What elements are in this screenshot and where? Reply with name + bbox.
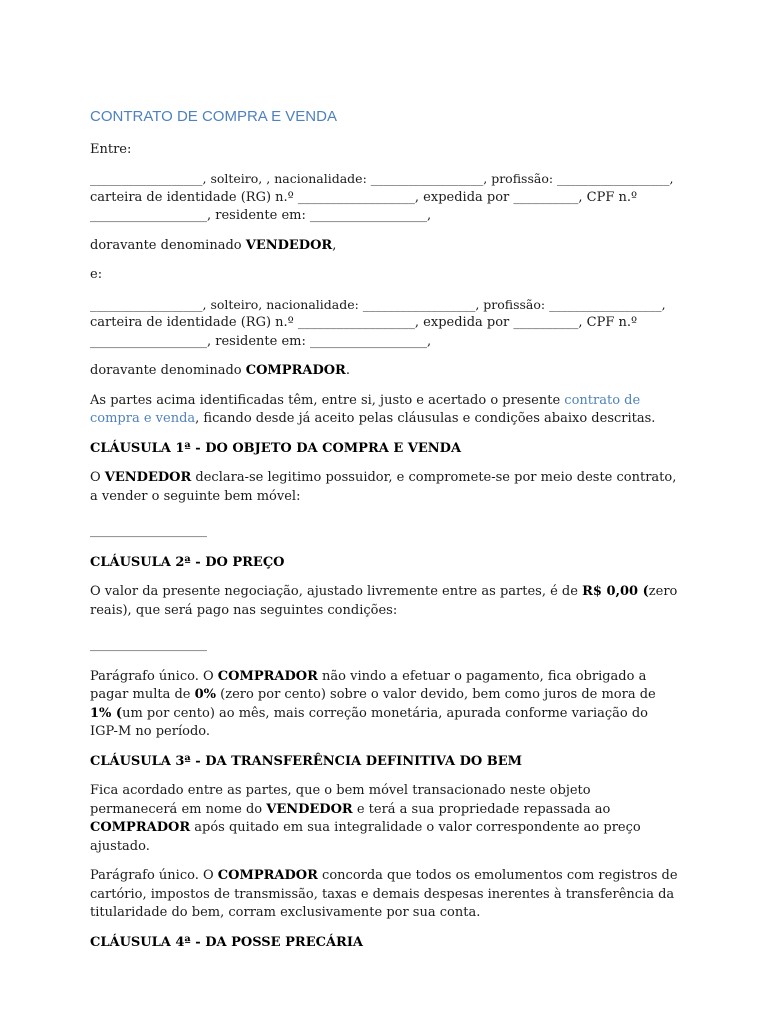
- clause-3-text-3: após quitado em sua integralidade o valor correspondente ao preço ajustado.: [90, 820, 641, 854]
- clause-1-heading: CLÁUSULA 1ª - DO OBJETO DA COMPRA E VENDA: [90, 440, 462, 456]
- clause-2-paragraph: [90, 668, 678, 742]
- clause-2-text-before: O valor da presente negociação, ajustado livremente entre as partes, é de: [90, 584, 583, 599]
- clause-4-heading: CLÁUSULA 4ª - DA POSSE PRECÁRIA: [90, 934, 364, 950]
- buyer-line-3: __________________, residente em: __________________,: [90, 333, 432, 349]
- document-title: CONTRATO DE COMPRA E VENDA: [90, 108, 337, 125]
- clause-2-para-text-1: não vindo a efetuar o pagamento, fica obrigado a pagar multa de: [90, 668, 647, 702]
- e-label: e:: [90, 267, 103, 282]
- intro-text-before: As partes acima identificadas têm, entre si, justo e acertado o presente: [90, 392, 565, 408]
- buyer-designation: [90, 362, 678, 381]
- seller-line-2: carteira de identidade (RG) n.º __________________, expedida por __________, CPF n.º: [90, 189, 638, 205]
- clause-3-heading: CLÁUSULA 3ª - DA TRANSFERÊNCIA DEFINITIVA DO BEM: [90, 753, 523, 769]
- clause-2-heading: CLÁUSULA 2ª - DO PREÇO: [90, 554, 285, 570]
- fine-percent: 0%: [194, 687, 217, 702]
- clause-3-role-2: COMPRADOR: [90, 820, 191, 835]
- clause-1-pre: O: [90, 470, 105, 485]
- clause-2-blank: __________________: [90, 637, 207, 652]
- seller-designation: [90, 237, 678, 256]
- clause-3-paragraph: [90, 867, 678, 923]
- buyer-role: COMPRADOR: [245, 363, 346, 378]
- seller-line-3: __________________, residente em: __________________,: [90, 208, 432, 223]
- clause-3-body: [90, 782, 678, 856]
- interest-percent: 1%: [90, 705, 112, 721]
- clause-1-text: declara-se legitimo possuidor, e compromete-se por meio deste contrato, a vender o seguinte bem móvel:: [90, 470, 677, 504]
- entre-label: Entre:: [90, 141, 132, 157]
- interest-paren: (: [111, 705, 123, 721]
- intro-text-after: , ficando desde já aceito pelas cláusulas e condições abaixo descritas.: [195, 411, 656, 426]
- clause-1-role: VENDEDOR: [104, 470, 192, 485]
- clause-1-body: [90, 469, 678, 506]
- price-paren: (: [638, 584, 649, 599]
- clause-2-body: [90, 583, 678, 620]
- seller-designation-prefix: doravante denominado: [90, 237, 246, 253]
- clause-1-blank: __________________: [90, 523, 207, 538]
- buyer-line-2: carteira de identidade (RG) n.º __________________, expedida por __________, CPF n.º: [90, 315, 638, 330]
- buyer-qualification: [90, 296, 678, 352]
- clause-3-para-pre: Parágrafo único. O: [90, 868, 218, 883]
- clause-3-text-2: e terá a sua propriedade repassada ao: [352, 801, 611, 817]
- clause-2-para-role: COMPRADOR: [217, 668, 318, 684]
- clause-2-para-pre: Parágrafo único. O: [90, 668, 218, 684]
- contract-link[interactable]: contrato de compra e venda: [90, 392, 641, 426]
- clause-3-para-text: concorda que todos os emolumentos com registros de cartório, impostos de transmissão, taxas e demais despesas inerentes à transferência da titularidade do bem, corram exclusivamente por sua conta.: [90, 868, 678, 920]
- clause-3-text-1: Fica acordado entre as partes, que o bem móvel transacionado neste objeto permanecerá em nome do: [90, 783, 591, 817]
- buyer-designation-prefix: doravante denominado: [90, 363, 246, 378]
- intro-paragraph: [90, 392, 678, 429]
- price-amount: R$ 0,00: [582, 584, 639, 599]
- seller-designation-suffix: ,: [332, 237, 337, 253]
- buyer-designation-suffix: .: [345, 363, 351, 378]
- buyer-line-1: __________________, solteiro, nacionalidade: __________________, profissão: __________________,: [90, 296, 666, 312]
- seller-role: VENDEDOR: [245, 237, 333, 253]
- clause-2-para-text-3: um por cento) ao mês, mais correção monetária, apurada conforme variação do IGP-M no período.: [90, 705, 648, 739]
- clause-3-role-1: VENDEDOR: [266, 801, 353, 817]
- clause-2-para-text-2: (zero por cento) sobre o valor devido, bem como juros de mora de: [216, 687, 656, 702]
- clause-3-para-role: COMPRADOR: [217, 868, 318, 883]
- seller-line-1: __________________, solteiro, , nacionalidade: __________________, profissão: __________________,: [90, 171, 674, 186]
- seller-qualification: [90, 170, 678, 226]
- clause-2-text-after: zero reais), que será pago nas seguintes condições:: [90, 584, 678, 618]
